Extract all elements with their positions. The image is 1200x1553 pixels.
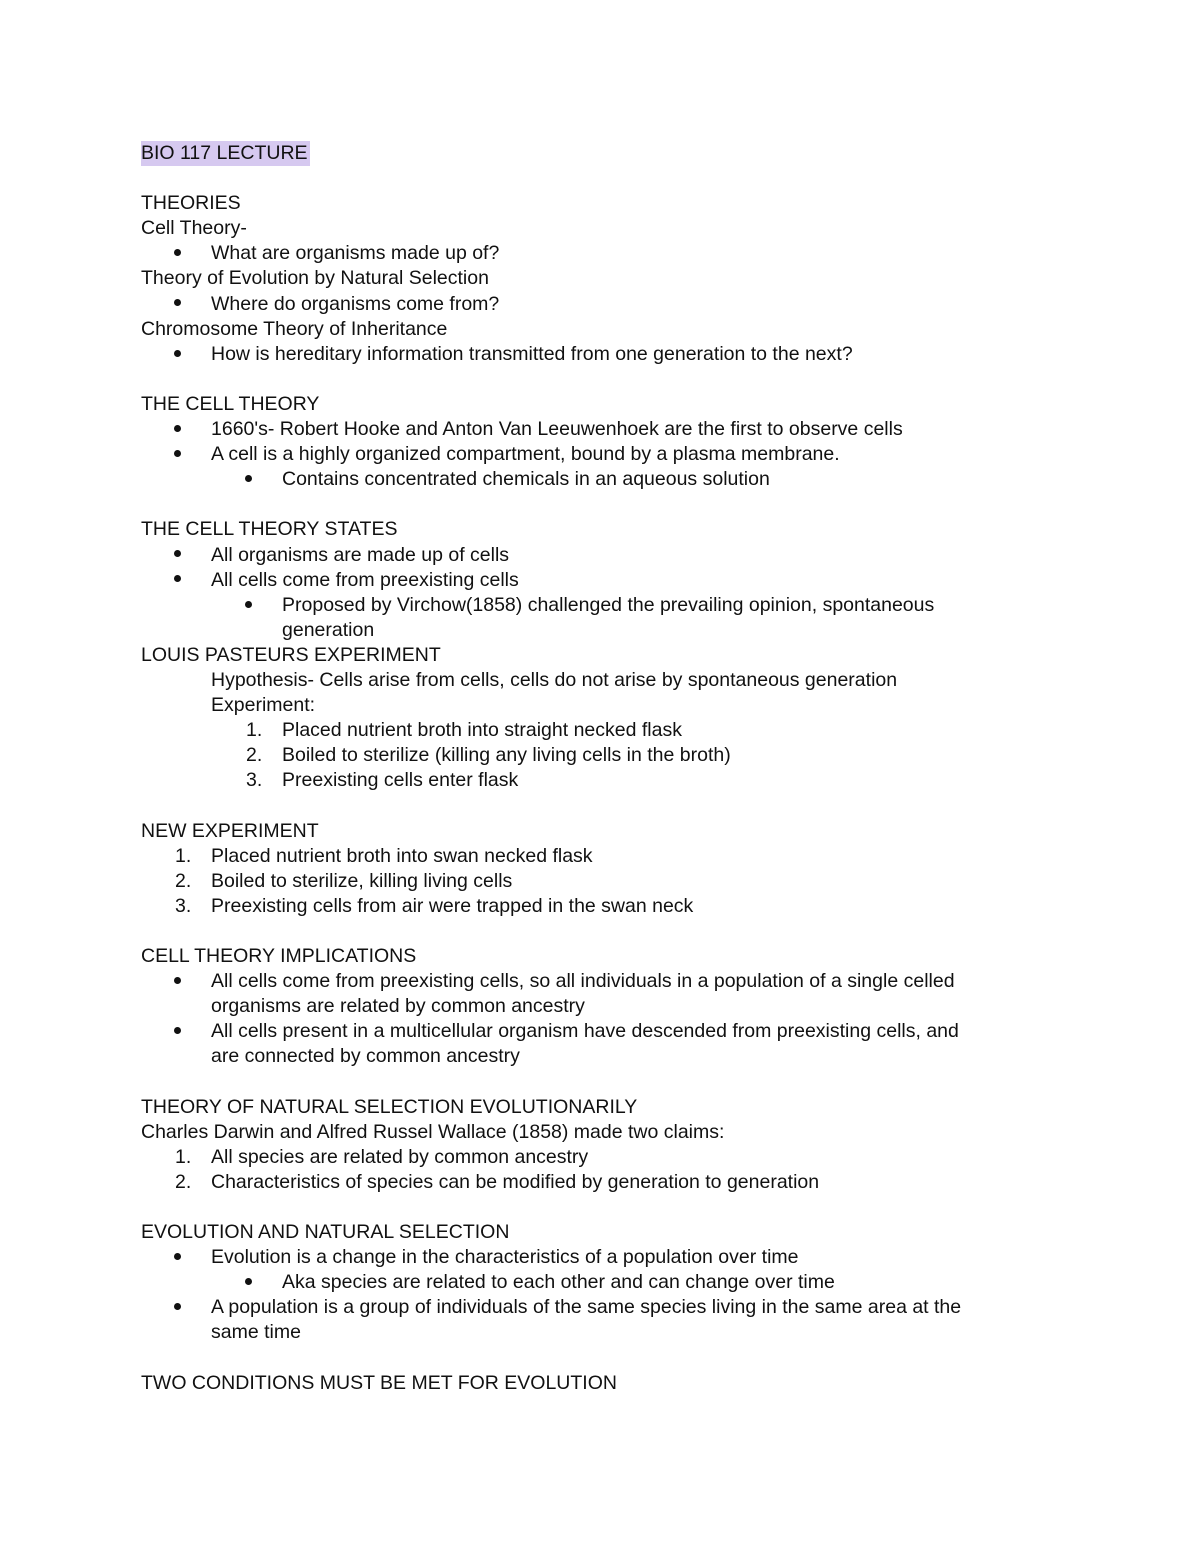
sub-bullet-item	[141, 593, 1061, 618]
numbered-item	[141, 1145, 1061, 1170]
spacer	[141, 492, 1061, 517]
numbered-item	[141, 743, 1061, 768]
bullet-text: Where do organisms come from?	[211, 292, 500, 315]
item-text: Boiled to sterilize (killing any living cells in the broth)	[282, 744, 731, 767]
item-number: 1.	[246, 719, 263, 742]
item-text: Preexisting cells from air were trapped in the swan neck	[211, 894, 694, 917]
item-number: 1.	[175, 1145, 192, 1168]
sub-bullet-item	[141, 467, 1061, 492]
section-heading: NEW EXPERIMENT	[141, 819, 319, 842]
experiment-label: Experiment:	[211, 694, 316, 717]
item-text: All species are related by common ancestry	[211, 1145, 589, 1168]
subheading: Theory of Evolution by Natural Selection	[141, 267, 489, 290]
bullet-text: All cells present in a multicellular organism have descended from preexisting cells, and	[211, 1020, 959, 1043]
section-heading: EVOLUTION AND NATURAL SELECTION	[141, 1221, 510, 1244]
bullet-item	[141, 543, 1061, 568]
bullet-continuation: organisms are related by common ancestry	[211, 995, 585, 1018]
hypothesis-text: Hypothesis- Cells arise from cells, cells do not arise by spontaneous generation	[211, 668, 898, 691]
item-number: 3.	[246, 769, 263, 792]
bullet-icon	[174, 292, 181, 317]
bullet-text: How is hereditary information transmitted from one generation to the next?	[211, 342, 853, 365]
spacer	[141, 1195, 1061, 1220]
numbered-item	[141, 844, 1061, 869]
bullet-icon	[174, 543, 181, 568]
spacer	[141, 367, 1061, 392]
bullet-icon	[174, 1295, 181, 1320]
section-heading: CELL THEORY IMPLICATIONS	[141, 945, 417, 967]
section-heading: LOUIS PASTEURS EXPERIMENT	[141, 643, 441, 666]
bullet-item	[141, 241, 1061, 266]
spacer	[141, 166, 1061, 191]
bullet-text: Aka species are related to each other and can change over time	[282, 1271, 835, 1294]
title-line	[141, 141, 1061, 166]
bullet-text: 1660's- Robert Hooke and Anton Van Leeuwenhoek are the first to observe cells	[211, 418, 903, 441]
document-body	[141, 141, 1061, 1396]
bullet-item	[141, 1019, 1061, 1044]
bullet-continuation: same time	[211, 1321, 301, 1344]
bullet-item	[141, 568, 1061, 593]
bullet-item	[141, 1295, 1061, 1320]
bullet-item	[141, 442, 1061, 467]
subheading: Chromosome Theory of Inheritance	[141, 317, 448, 340]
bullet-item	[141, 292, 1061, 317]
numbered-item	[141, 869, 1061, 894]
numbered-item	[141, 718, 1061, 743]
bullet-continuation: generation	[282, 618, 375, 641]
numbered-item	[141, 768, 1061, 793]
bullet-text: A population is a group of individuals of the same species living in the same area at the	[211, 1296, 962, 1319]
bullet-text: All organisms are made up of cells	[211, 543, 510, 566]
intro-text: Charles Darwin and Alfred Russel Wallace (1858) made two claims:	[141, 1120, 725, 1143]
item-number: 2.	[175, 869, 192, 892]
bullet-icon	[174, 1245, 181, 1270]
bullet-icon	[245, 593, 252, 618]
bullet-icon	[245, 467, 252, 492]
section-heading: THEORIES	[141, 192, 241, 215]
bullet-icon	[174, 342, 181, 367]
bullet-item	[141, 342, 1061, 367]
item-text: Placed nutrient broth into straight necked flask	[282, 719, 682, 742]
bullet-text: Contains concentrated chemicals in an aqueous solution	[282, 468, 770, 491]
item-text: Characteristics of species can be modified by generation to generation	[211, 1170, 820, 1193]
numbered-item	[141, 1170, 1061, 1195]
spacer	[141, 1069, 1061, 1094]
item-number: 2.	[175, 1170, 192, 1193]
bullet-item	[141, 1245, 1061, 1270]
section-heading: THE CELL THEORY	[141, 392, 320, 415]
item-number: 1.	[175, 844, 192, 867]
item-number: 2.	[246, 744, 263, 767]
bullet-text: Evolution is a change in the characteristics of a population over time	[211, 1246, 799, 1269]
bullet-icon	[174, 241, 181, 266]
bullet-icon	[174, 969, 181, 994]
subheading: Cell Theory-	[141, 217, 247, 240]
item-text: Preexisting cells enter flask	[282, 769, 519, 792]
section-heading: THE CELL THEORY STATES	[141, 518, 398, 541]
bullet-icon	[174, 1019, 181, 1044]
bullet-icon	[174, 442, 181, 467]
bullet-icon	[174, 568, 181, 593]
sub-bullet-item	[141, 1270, 1061, 1295]
item-text: Boiled to sterilize, killing living cells	[211, 869, 513, 892]
numbered-item	[141, 894, 1061, 919]
bullet-text: All cells come from preexisting cells	[211, 568, 519, 591]
spacer	[141, 793, 1061, 818]
section-heading: THEORY OF NATURAL SELECTION EVOLUTIONARILY	[141, 1095, 638, 1118]
bullet-text: What are organisms made up of?	[211, 242, 500, 265]
item-text: Placed nutrient broth into swan necked flask	[211, 844, 593, 867]
bullet-text: All cells come from preexisting cells, so all individuals in a population of a single celled	[211, 970, 955, 993]
bullet-icon	[245, 1270, 252, 1295]
document-title: BIO 117 LECTURE	[141, 141, 310, 166]
bullet-text: A cell is a highly organized compartment, bound by a plasma membrane.	[211, 443, 840, 466]
spacer	[141, 1346, 1061, 1371]
section-heading: TWO CONDITIONS MUST BE MET FOR EVOLUTION	[141, 1371, 617, 1394]
bullet-item	[141, 969, 1061, 994]
item-number: 3.	[175, 894, 192, 917]
bullet-text: Proposed by Virchow(1858) challenged the prevailing opinion, spontaneous	[282, 593, 935, 616]
bullet-item	[141, 417, 1061, 442]
bullet-continuation: are connected by common ancestry	[211, 1045, 520, 1068]
spacer	[141, 919, 1061, 944]
bullet-icon	[174, 417, 181, 442]
